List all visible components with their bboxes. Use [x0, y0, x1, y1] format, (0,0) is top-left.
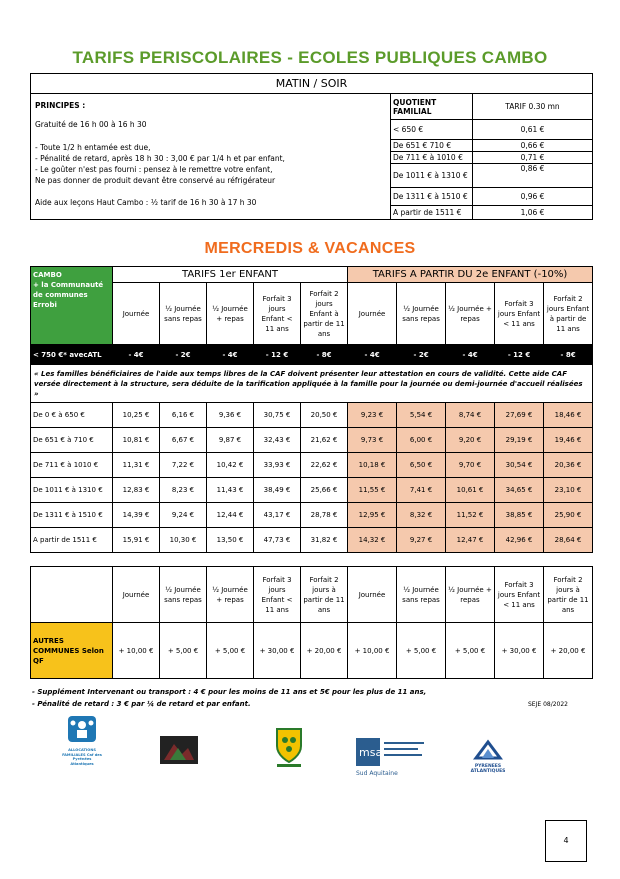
col-header: Journée [113, 567, 160, 623]
atl-label: < 750 €* avecATL [31, 345, 113, 365]
autres-value: + 30,00 € [254, 623, 301, 679]
atl-value: - 12 € [254, 345, 301, 365]
tarif-value: 25,66 € [301, 478, 348, 503]
tarif-value: 31,82 € [301, 528, 348, 553]
tarif-value: 11,52 € [446, 503, 495, 528]
mercredis-table [30, 266, 593, 553]
mountain-logo-icon [160, 736, 198, 764]
col-header: Forfait 3 jours Enfant < 11 ans [254, 567, 301, 623]
msa-logo [356, 738, 436, 778]
tarif-value: 9,36 € [207, 403, 254, 428]
tarif-value: 25,90 € [544, 503, 593, 528]
tarif-header: TARIF 0.30 mn [473, 94, 593, 120]
caf-note: « Les familles bénéficiaires de l'aide aux temps libres de la CAF doivent présenter leur attestation en cours de validité. Cette aide CAF versée directement à la structure, sera déduite de la tarification appliquée à la famille pour la journée ou demi-journée d'accueil réalisées » [31, 365, 593, 403]
tarif-value: 27,69 € [495, 403, 544, 428]
col-header: ½ Journée sans repas [160, 283, 207, 345]
tarif-value: 47,73 € [254, 528, 301, 553]
tarif-value: 9,73 € [348, 428, 397, 453]
caf-emblem-icon [62, 714, 102, 744]
tarif-value: 6,16 € [160, 403, 207, 428]
tarif-value: 20,50 € [301, 403, 348, 428]
tarif-value: 14,39 € [113, 503, 160, 528]
qf-label: De 651 € à 710 € [31, 428, 113, 453]
autres-label: AUTRES COMMUNES Selon QF [31, 623, 113, 679]
empty-cell [31, 567, 113, 623]
tarif-cell: 0,71 € [473, 152, 593, 164]
tarif-value: 29,19 € [495, 428, 544, 453]
shield-logo-icon [274, 726, 304, 768]
col-header: Forfait 2 jours Enfant à partir de 11 ans [301, 283, 348, 345]
col-header: Forfait 3 jours Enfant < 11 ans [254, 283, 301, 345]
autres-value: + 20,00 € [544, 623, 593, 679]
tarif-value: 12,47 € [446, 528, 495, 553]
col-header: ½ Journée sans repas [397, 567, 446, 623]
tarif-row [31, 453, 593, 478]
tarif-value: 30,54 € [495, 453, 544, 478]
tarif-value: 38,49 € [254, 478, 301, 503]
tarif-cell: 1,06 € [473, 206, 593, 220]
tarif-value: 9,23 € [348, 403, 397, 428]
tarif-value: 11,43 € [207, 478, 254, 503]
principe-line: - Toute 1/2 h entamée est due, [35, 143, 151, 152]
footnote: - Supplément Intervenant ou transport : 4 € pour les moins de 11 ans et 5€ pour les plus de 11 ans, [32, 688, 427, 696]
pyrenees-logo-text: PYRENEES ATLANTIQUES [470, 764, 506, 774]
tarif-value: 6,67 € [160, 428, 207, 453]
col-header: Forfait 3 jours Enfant < 11 ans [495, 567, 544, 623]
col-header: ½ Journée + repas [207, 283, 254, 345]
tarif-value: 33,93 € [254, 453, 301, 478]
tarif-value: 11,55 € [348, 478, 397, 503]
autres-value: + 10,00 € [348, 623, 397, 679]
tarif-value: 12,95 € [348, 503, 397, 528]
atl-value: - 4€ [113, 345, 160, 365]
autres-value: + 5,00 € [397, 623, 446, 679]
principe-line: Aide aux leçons Haut Cambo : ½ tarif de 16 h 30 à 17 h 30 [35, 198, 257, 207]
caf-logo [62, 714, 102, 776]
col-header: Journée [348, 567, 397, 623]
atl-value: - 2€ [160, 345, 207, 365]
atl-value: - 4€ [207, 345, 254, 365]
tarif-value: 18,46 € [544, 403, 593, 428]
tarif-value: 28,64 € [544, 528, 593, 553]
matin-soir-table [30, 73, 593, 220]
tarif-value: 10,42 € [207, 453, 254, 478]
tarif-value: 38,85 € [495, 503, 544, 528]
principes-title: PRINCIPES : [35, 101, 86, 110]
atl-value: - 8€ [544, 345, 593, 365]
tarif-value: 9,70 € [446, 453, 495, 478]
tarif-row [31, 428, 593, 453]
qf-header: QUOTIENT FAMILIAL [391, 94, 473, 120]
page-number: 4 [563, 836, 569, 845]
col-header: Forfait 2 jours à partir de 11 ans [544, 567, 593, 623]
tarif-value: 10,81 € [113, 428, 160, 453]
tarif-value: 10,30 € [160, 528, 207, 553]
qf-cell: De 1311 € à 1510 € [391, 188, 473, 206]
col-header: ½ Journée + repas [446, 283, 495, 345]
pyrenees-emblem-icon [468, 738, 508, 760]
tarif-value: 30,75 € [254, 403, 301, 428]
tarif-cell: 0,96 € [473, 188, 593, 206]
principe-line: Gratuité de 16 h 00 à 16 h 30 [35, 120, 147, 129]
tarif-value: 28,78 € [301, 503, 348, 528]
tarif-row [31, 528, 593, 553]
autres-communes-table [30, 566, 593, 679]
tarif-cell: 0,66 € [473, 140, 593, 152]
qf-cell: De 711 € à 1010 € [391, 152, 473, 164]
tarif-value: 5,54 € [397, 403, 446, 428]
qf-cell: De 1011 € à 1310 € [391, 164, 473, 188]
autres-value: + 30,00 € [495, 623, 544, 679]
qf-cell: < 650 € [391, 120, 473, 140]
tarif-value: 7,41 € [397, 478, 446, 503]
qf-label: De 1011 € à 1310 € [31, 478, 113, 503]
tarif-cell: 0,61 € [473, 120, 593, 140]
tarif-value: 34,65 € [495, 478, 544, 503]
autres-value: + 20,00 € [301, 623, 348, 679]
svg-text:msa: msa [359, 746, 383, 759]
tarif-value: 43,17 € [254, 503, 301, 528]
atl-row [31, 345, 593, 365]
qf-cell: A partir de 1511 € [391, 206, 473, 220]
tarifs-1er-header: TARIFS 1er ENFANT [113, 267, 348, 283]
qf-label: A partir de 1511 € [31, 528, 113, 553]
section-title: MERCREDIS & VACANCES [204, 240, 416, 257]
tarif-cell: 0,86 € [473, 164, 593, 188]
col-header: ½ Journée + repas [207, 567, 254, 623]
tarif-value: 10,18 € [348, 453, 397, 478]
atl-value: - 8€ [301, 345, 348, 365]
col-header: ½ Journée sans repas [160, 567, 207, 623]
atl-value: - 4€ [348, 345, 397, 365]
cambo-label: CAMBO + la Communauté de communes Errobi [31, 267, 113, 345]
col-header: Forfait 3 jours Enfant < 11 ans [495, 283, 544, 345]
tarif-value: 19,46 € [544, 428, 593, 453]
qf-cell: De 651 € 710 € [391, 140, 473, 152]
msa-logo-text: Sud Aquitaine [356, 770, 398, 777]
tarif-value: 20,36 € [544, 453, 593, 478]
tarif-value: 9,24 € [160, 503, 207, 528]
atl-value: - 12 € [495, 345, 544, 365]
seje-ref: SEJE 08/2022 [528, 701, 568, 708]
tarif-value: 22,62 € [301, 453, 348, 478]
col-header: ½ Journée + repas [446, 567, 495, 623]
tarif-value: 6,50 € [397, 453, 446, 478]
tarif-value: 42,96 € [495, 528, 544, 553]
tarif-value: 13,50 € [207, 528, 254, 553]
tarif-value: 32,43 € [254, 428, 301, 453]
drawing-logo [160, 736, 198, 764]
tarif-value: 11,31 € [113, 453, 160, 478]
atl-value: - 4€ [446, 345, 495, 365]
qf-label: De 0 € à 650 € [31, 403, 113, 428]
tarif-row [31, 478, 593, 503]
tarif-value: 6,00 € [397, 428, 446, 453]
footnote: - Pénalité de retard : 3 € par ¼ de retard et par enfant. [32, 700, 251, 708]
tarif-value: 12,44 € [207, 503, 254, 528]
matin-soir-header: MATIN / SOIR [31, 74, 593, 94]
tarif-value: 8,74 € [446, 403, 495, 428]
tarif-row [31, 403, 593, 428]
tarif-value: 14,32 € [348, 528, 397, 553]
caf-logo-text: ALLOCATIONS FAMILIALES Caf des Pyrénées Atlantiques [62, 748, 102, 766]
tarif-value: 23,10 € [544, 478, 593, 503]
atl-value: - 2€ [397, 345, 446, 365]
principe-line: - Pénalité de retard, après 18 h 30 : 3,00 € par 1/4 h et par enfant, [35, 154, 285, 163]
qf-label: De 1311 € à 1510 € [31, 503, 113, 528]
tarif-value: 10,61 € [446, 478, 495, 503]
col-header: Journée [113, 283, 160, 345]
col-header: Journée [348, 283, 397, 345]
autres-value: + 5,00 € [446, 623, 495, 679]
col-header: Forfait 2 jours à partir de 11 ans [301, 567, 348, 623]
tarif-value: 9,20 € [446, 428, 495, 453]
autres-value: + 10,00 € [113, 623, 160, 679]
autres-value: + 5,00 € [207, 623, 254, 679]
col-header: ½ Journée sans repas [397, 283, 446, 345]
tarif-value: 9,87 € [207, 428, 254, 453]
principes-cell [31, 94, 391, 220]
pyrenees-logo [468, 738, 508, 774]
autres-value: + 5,00 € [160, 623, 207, 679]
tarifs-2e-header: TARIFS A PARTIR DU 2e ENFANT (-10%) [348, 267, 593, 283]
col-header: Forfait 2 jours Enfant à partir de 11 ans [544, 283, 593, 345]
tarif-row [31, 503, 593, 528]
tarif-value: 7,22 € [160, 453, 207, 478]
tarif-value: 8,23 € [160, 478, 207, 503]
page-title: TARIFS PERISCOLAIRES - ECOLES PUBLIQUES CAMBO [72, 48, 548, 67]
msa-emblem-icon [356, 738, 436, 766]
tarif-value: 10,25 € [113, 403, 160, 428]
tarif-value: 8,32 € [397, 503, 446, 528]
principe-line: - Le goûter n'est pas fourni : pensez à le remettre votre enfant, [35, 165, 273, 174]
page-number-box [545, 820, 587, 862]
communaute-logo [274, 726, 304, 768]
tarif-value: 21,62 € [301, 428, 348, 453]
tarif-value: 15,91 € [113, 528, 160, 553]
tarif-value: 12,83 € [113, 478, 160, 503]
qf-label: De 711 € à 1010 € [31, 453, 113, 478]
principe-line: Ne pas donner de produit devant être conservé au réfrigérateur [35, 176, 276, 185]
tarif-value: 9,27 € [397, 528, 446, 553]
